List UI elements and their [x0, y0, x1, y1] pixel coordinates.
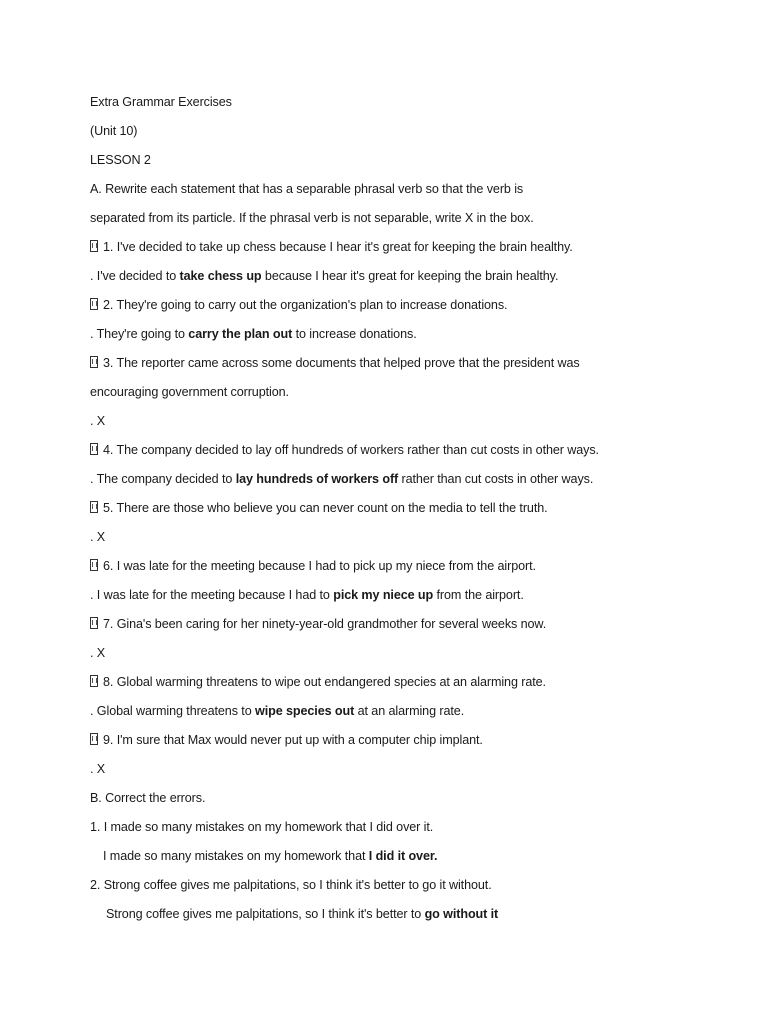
question-3-continued: encouraging government corruption. — [90, 385, 289, 399]
section-b-answer-1: I made so many mistakes on my homework that I did it over. — [103, 849, 438, 863]
question-5: 5. There are those who believe you can never count on the media to tell the truth. — [90, 500, 548, 516]
checkbox-glyph-icon — [90, 617, 98, 629]
checkbox-glyph-icon — [90, 559, 98, 571]
lesson-label: LESSON 2 — [90, 153, 151, 167]
section-b-answer-1-bold: I did it over. — [368, 849, 438, 863]
checkbox-glyph-icon — [90, 733, 98, 745]
answer-4-bold: lay hundreds of workers off — [235, 472, 399, 486]
question-9: 9. I'm sure that Max would never put up with a computer chip implant. — [90, 732, 483, 748]
section-a-instruction-line1: A. Rewrite each statement that has a separable phrasal verb so that the verb is — [90, 182, 524, 196]
question-1: 1. I've decided to take up chess because I hear it's great for keeping the brain healthy. — [90, 239, 573, 255]
document-title: Extra Grammar Exercises — [90, 95, 232, 109]
answer-1-bold: take chess up — [179, 269, 262, 283]
answer-2-bold: carry the plan out — [188, 327, 293, 341]
section-b-question-1: 1. I made so many mistakes on my homework that I did over it. — [90, 820, 434, 834]
section-b-question-2: 2. Strong coffee gives me palpitations, so I think it's better to go it without. — [90, 878, 492, 892]
answer-8-bold: wipe species out — [255, 704, 355, 718]
checkbox-glyph-icon — [90, 356, 98, 368]
question-2: 2. They're going to carry out the organization's plan to increase donations. — [90, 297, 507, 313]
answer-7: . X — [90, 646, 106, 660]
answer-3: . X — [90, 414, 106, 428]
question-7: 7. Gina's been caring for her ninety-year-old grandmother for several weeks now. — [90, 616, 546, 632]
checkbox-glyph-icon — [90, 501, 98, 513]
answer-6: . I was late for the meeting because I had to pick my niece up from the airport. — [90, 588, 524, 602]
checkbox-glyph-icon — [90, 443, 98, 455]
section-b-instruction: B. Correct the errors. — [90, 791, 206, 805]
checkbox-glyph-icon — [90, 298, 98, 310]
section-a-instruction-line2: separated from its particle. If the phrasal verb is not separable, write X in the box. — [90, 211, 534, 225]
answer-8: . Global warming threatens to wipe species out at an alarming rate. — [90, 704, 465, 718]
section-b-answer-2: Strong coffee gives me palpitations, so I think it's better to go without it — [106, 907, 499, 921]
answer-4: . The company decided to lay hundreds of workers off rather than cut costs in other ways. — [90, 472, 594, 486]
question-6: 6. I was late for the meeting because I had to pick up my niece from the airport. — [90, 558, 536, 574]
section-b-answer-2-bold: go without it — [424, 907, 499, 921]
question-3: 3. The reporter came across some documents that helped prove that the president was — [90, 355, 580, 371]
answer-5: . X — [90, 530, 106, 544]
checkbox-glyph-icon — [90, 240, 98, 252]
answer-2: . They're going to carry the plan out to increase donations. — [90, 327, 417, 341]
answer-6-bold: pick my niece up — [333, 588, 434, 602]
answer-9: . X — [90, 762, 106, 776]
checkbox-glyph-icon — [90, 675, 98, 687]
question-4: 4. The company decided to lay off hundreds of workers rather than cut costs in other ways. — [90, 442, 599, 458]
answer-1: . I've decided to take chess up because I hear it's great for keeping the brain healthy. — [90, 269, 559, 283]
unit-label: (Unit 10) — [90, 124, 138, 138]
question-8: 8. Global warming threatens to wipe out endangered species at an alarming rate. — [90, 674, 546, 690]
